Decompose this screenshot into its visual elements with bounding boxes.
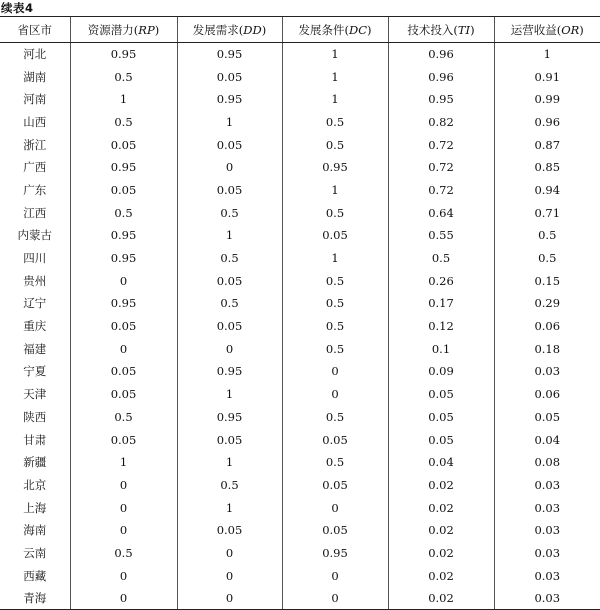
table-row (0, 156, 600, 179)
cell-region: 辽宁 (23, 296, 47, 311)
cell-dd: 0.05 (177, 519, 282, 542)
column-header-abbr: RP (138, 22, 155, 37)
cell-or: 0.29 (494, 292, 600, 315)
cell-dc: 1 (282, 65, 388, 88)
cell-dd: 0.95 (177, 43, 282, 66)
cell-dc: 0.5 (282, 292, 388, 315)
cell-ti: 0.64 (388, 201, 494, 224)
header-row (0, 17, 600, 43)
cell-dd: 0.05 (177, 133, 282, 156)
cell-rp: 0 (70, 337, 177, 360)
cell-or: 0.71 (494, 201, 600, 224)
cell-dd: 0.5 (177, 474, 282, 497)
cell-region: 云南 (23, 545, 47, 560)
cell-region: 福建 (23, 341, 47, 356)
cell-or: 0.5 (494, 224, 600, 247)
cell-rp: 0.05 (70, 315, 177, 338)
cell-region: 四川 (23, 251, 47, 266)
cell-dd: 1 (177, 224, 282, 247)
cell-dc: 0.5 (282, 111, 388, 134)
table-row (0, 337, 600, 360)
table-row (0, 564, 600, 587)
cell-rp: 0 (70, 474, 177, 497)
cell-or: 0.94 (494, 179, 600, 202)
cell-or: 0.91 (494, 65, 600, 88)
table-row (0, 133, 600, 156)
cell-ti: 0.09 (388, 360, 494, 383)
cell-dc: 0.5 (282, 406, 388, 429)
cell-dd: 0.5 (177, 201, 282, 224)
cell-rp: 0.05 (70, 428, 177, 451)
table-row (0, 519, 600, 542)
cell-dc: 0.95 (282, 156, 388, 179)
cell-dd: 1 (177, 451, 282, 474)
cell-rp: 0 (70, 587, 177, 610)
cell-rp: 1 (70, 88, 177, 111)
cell-region: 北京 (23, 477, 47, 492)
cell-ti: 0.02 (388, 564, 494, 587)
cell-rp: 0.95 (70, 224, 177, 247)
cell-rp: 0.05 (70, 360, 177, 383)
cell-ti: 0.96 (388, 65, 494, 88)
cell-or: 0.03 (494, 564, 600, 587)
cell-dd: 0.05 (177, 65, 282, 88)
cell-dd: 0.05 (177, 315, 282, 338)
cell-rp: 0.95 (70, 247, 177, 270)
cell-or: 0.05 (494, 406, 600, 429)
cell-region: 宁夏 (23, 364, 47, 379)
cell-rp: 0 (70, 496, 177, 519)
cell-ti: 0.55 (388, 224, 494, 247)
cell-ti: 0.04 (388, 451, 494, 474)
cell-region: 湖南 (23, 69, 47, 84)
cell-rp: 0.05 (70, 179, 177, 202)
cell-rp: 0.5 (70, 201, 177, 224)
cell-or: 0.99 (494, 88, 600, 111)
cell-dd: 0.5 (177, 292, 282, 315)
cell-dd: 0 (177, 564, 282, 587)
cell-dc: 0.05 (282, 474, 388, 497)
cell-dc: 1 (282, 43, 388, 66)
cell-dd: 1 (177, 496, 282, 519)
cell-rp: 1 (70, 451, 177, 474)
cell-rp: 0.5 (70, 111, 177, 134)
cell-region: 重庆 (23, 319, 47, 334)
cell-ti: 0.02 (388, 474, 494, 497)
cell-region: 广东 (23, 182, 47, 197)
cell-or: 0.96 (494, 111, 600, 134)
table-row (0, 406, 600, 429)
cell-dd: 0 (177, 337, 282, 360)
cell-region: 陕西 (23, 409, 47, 424)
cell-rp: 0.5 (70, 542, 177, 565)
cell-region: 青海 (0, 587, 70, 610)
cell-rp: 0.95 (70, 156, 177, 179)
cell-dd: 0.95 (177, 406, 282, 429)
cell-rp: 0 (70, 519, 177, 542)
cell-or: 0.03 (494, 542, 600, 565)
cell-dd: 0.95 (177, 88, 282, 111)
cell-rp: 0.05 (70, 383, 177, 406)
cell-dc: 1 (282, 247, 388, 270)
column-header-ti: 技术投入(TI) (388, 17, 494, 43)
cell-rp: 0.5 (70, 406, 177, 429)
cell-region: 甘肃 (23, 432, 47, 447)
cell-dc: 0.05 (282, 224, 388, 247)
table-caption: 续表4 (1, 1, 34, 15)
table-row (0, 111, 600, 134)
table-row (0, 65, 600, 88)
cell-dd: 1 (177, 111, 282, 134)
cell-dc: 0.5 (282, 201, 388, 224)
cell-ti: 0.12 (388, 315, 494, 338)
table-row (0, 451, 600, 474)
cell-dc: 1 (282, 179, 388, 202)
cell-ti: 0.02 (388, 542, 494, 565)
cell-ti: 0.05 (388, 406, 494, 429)
cell-dc: 0.95 (282, 542, 388, 565)
column-header-abbr: TI (457, 22, 471, 37)
cell-region: 山西 (23, 114, 47, 129)
cell-ti: 0.05 (388, 383, 494, 406)
cell-dc: 0 (282, 564, 388, 587)
cell-ti: 0.02 (388, 496, 494, 519)
table-row (0, 179, 600, 202)
cell-or: 0.85 (494, 156, 600, 179)
cell-or: 0.04 (494, 428, 600, 451)
table-row (0, 224, 600, 247)
table-row (0, 474, 600, 497)
cell-ti: 0.1 (388, 337, 494, 360)
table-row (0, 383, 600, 406)
cell-ti: 0.02 (388, 587, 494, 610)
cell-ti: 0.96 (388, 43, 494, 66)
column-header-abbr: DD (243, 22, 262, 37)
cell-ti: 0.95 (388, 88, 494, 111)
column-header-label: 技术投入 (407, 22, 454, 37)
cell-rp: 0.95 (70, 43, 177, 66)
cell-or: 0.08 (494, 451, 600, 474)
cell-dc: 0.5 (282, 337, 388, 360)
cell-or: 0.06 (494, 315, 600, 338)
cell-region: 上海 (23, 500, 47, 515)
cell-or: 0.03 (494, 587, 600, 610)
cell-dc: 0.05 (282, 428, 388, 451)
table-row (0, 587, 600, 610)
cell-rp: 0.05 (70, 133, 177, 156)
table-body (0, 43, 600, 610)
table-row (0, 315, 600, 338)
cell-dd: 0.05 (177, 269, 282, 292)
cell-region: 江西 (23, 205, 47, 220)
cell-dc: 0 (282, 587, 388, 610)
cell-rp: 0.5 (70, 65, 177, 88)
cell-region: 河北 (23, 47, 47, 62)
cell-region: 贵州 (23, 273, 47, 288)
cell-dc: 0.5 (282, 451, 388, 474)
cell-ti: 0.05 (388, 428, 494, 451)
cell-dc: 0 (282, 496, 388, 519)
table-row (0, 360, 600, 383)
cell-dd: 0.05 (177, 179, 282, 202)
column-header-dd: 发展需求(DD) (177, 17, 282, 43)
cell-dc: 0.05 (282, 519, 388, 542)
cell-or: 0.06 (494, 383, 600, 406)
cell-dc: 0.5 (282, 269, 388, 292)
cell-dd: 0.5 (177, 247, 282, 270)
cell-ti: 0.17 (388, 292, 494, 315)
column-header-abbr: DC (348, 22, 368, 37)
cell-or: 0.5 (494, 247, 600, 270)
table-row (0, 269, 600, 292)
cell-dd: 1 (177, 383, 282, 406)
cell-ti: 0.72 (388, 133, 494, 156)
cell-dd: 0 (177, 587, 282, 610)
cell-dd: 0 (177, 156, 282, 179)
column-header-label: 发展需求 (192, 22, 239, 37)
table-row (0, 496, 600, 519)
cell-or: 0.18 (494, 337, 600, 360)
cell-ti: 0.72 (388, 179, 494, 202)
table-row (0, 201, 600, 224)
cell-ti: 0.82 (388, 111, 494, 134)
table-row (0, 428, 600, 451)
cell-region: 内蒙古 (17, 228, 52, 243)
column-header-label: 发展条件 (298, 22, 345, 37)
cell-dd: 0 (177, 542, 282, 565)
cell-rp: 0.95 (70, 292, 177, 315)
cell-dc: 0 (282, 360, 388, 383)
column-header-abbr: OR (561, 22, 580, 37)
data-table (0, 16, 600, 610)
table-row (0, 88, 600, 111)
column-header-label: 运营收益 (510, 22, 557, 37)
column-header-or: 运营收益(OR) (494, 17, 600, 43)
cell-region: 河南 (23, 92, 47, 107)
column-header-dc: 发展条件(DC) (282, 17, 388, 43)
cell-rp: 0 (70, 269, 177, 292)
table-row (0, 292, 600, 315)
cell-rp: 0 (70, 564, 177, 587)
cell-ti: 0.02 (388, 519, 494, 542)
cell-dc: 0.5 (282, 315, 388, 338)
table-row (0, 542, 600, 565)
cell-or: 0.03 (494, 360, 600, 383)
cell-or: 0.03 (494, 474, 600, 497)
cell-region: 海南 (23, 523, 47, 538)
column-header-label: 省区市 (17, 22, 52, 37)
cell-or: 0.03 (494, 519, 600, 542)
cell-region: 广西 (23, 160, 47, 175)
table-row (0, 43, 600, 66)
cell-ti: 0.72 (388, 156, 494, 179)
table-row (0, 247, 600, 270)
cell-dd: 0.95 (177, 360, 282, 383)
cell-ti: 0.5 (388, 247, 494, 270)
cell-ti: 0.26 (388, 269, 494, 292)
cell-or: 0.15 (494, 269, 600, 292)
column-header-rp: 资源潜力(RP) (70, 17, 177, 43)
cell-dc: 1 (282, 88, 388, 111)
cell-region: 浙江 (23, 137, 47, 152)
cell-dd: 0.05 (177, 428, 282, 451)
column-header-region (0, 17, 70, 43)
cell-or: 1 (494, 43, 600, 66)
cell-or: 0.03 (494, 496, 600, 519)
column-header-label: 资源潜力 (87, 22, 134, 37)
cell-dc: 0 (282, 383, 388, 406)
cell-dc: 0.5 (282, 133, 388, 156)
cell-region: 天津 (23, 387, 47, 402)
cell-or: 0.87 (494, 133, 600, 156)
cell-region: 新疆 (23, 455, 47, 470)
cell-region: 西藏 (23, 568, 47, 583)
